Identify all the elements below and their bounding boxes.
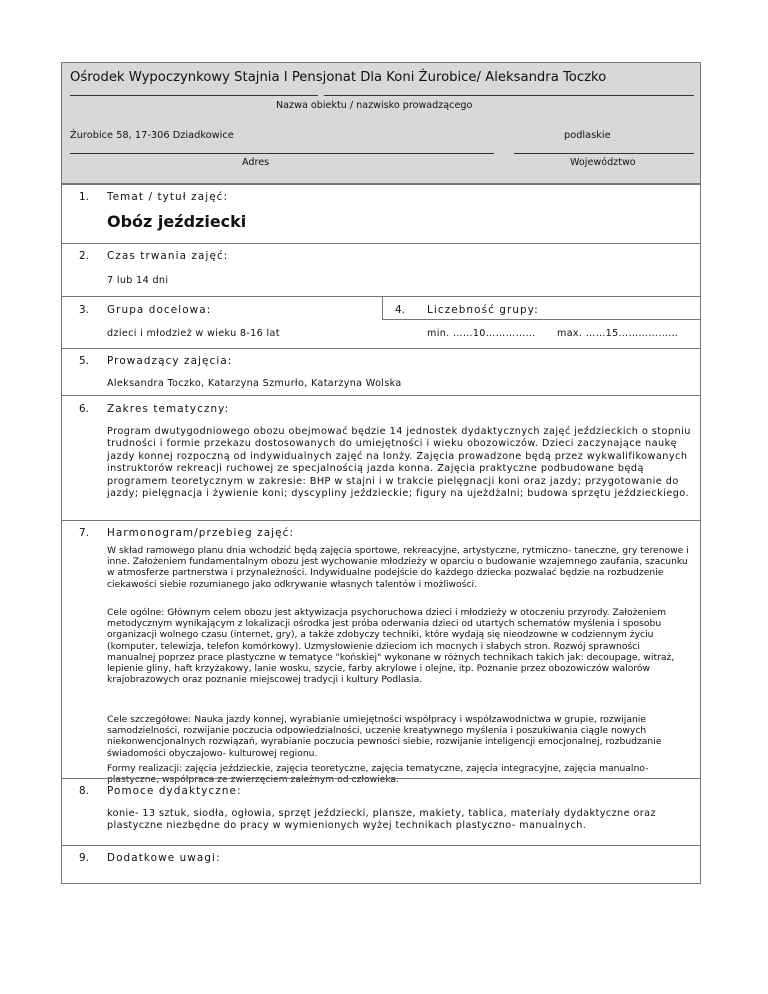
schedule-paragraph-4: Formy realizacji: zajęcia jeździeckie, zajęcia teoretyczne, zajęcia tematyczne, zajęcia integracyjne, zajęcia manualno- plastyczne, współpraca ze zwierzęciem zależnym od człowieka. xyxy=(107,763,649,786)
section-number: 9. xyxy=(79,852,89,864)
section-number: 4. xyxy=(395,304,405,316)
section-number: 3. xyxy=(79,304,89,316)
header-block xyxy=(61,62,701,184)
duration-value: 7 lub 14 dni xyxy=(107,275,169,286)
section-label: Pomoce dydaktyczne: xyxy=(107,785,242,797)
address-line xyxy=(70,153,494,154)
topic-value: Obóz jeździecki xyxy=(107,212,247,231)
section-label: Zakres tematyczny: xyxy=(107,403,230,415)
section-schedule xyxy=(62,520,700,786)
section-scope xyxy=(62,395,700,520)
section-label: Harmonogram/przebieg zajęć: xyxy=(107,527,295,539)
region-caption: Województwo xyxy=(570,157,636,168)
instructors-value: Aleksandra Toczko, Katarzyna Szmurło, Katarzyna Wolska xyxy=(107,378,402,389)
section-instructors xyxy=(62,348,700,395)
group-size-max: max. ……15……………… xyxy=(557,328,679,339)
section-notes xyxy=(62,845,700,884)
section-duration xyxy=(62,243,700,296)
section-teaching-aids xyxy=(62,778,700,845)
schedule-paragraph-1: W skład ramowego planu dnia wchodzić będą zajęcia sportowe, rekreacyjne, artystyczne, rytmiczno- taneczne, gry terenowe i inne. Założeniem fundamentalnym obozu jest wychowanie młodzieży w oparciu o budowanie wzajemnego zaufania, szacunku w atmosferze partnerstwa i przynależności. Indywidualne podejście do każdego dziecka pozwalać będzie na rozbudzenie ciekawości siebie rozumianego jako odkrywanie własnych talentów i możliwości. xyxy=(107,545,689,590)
group-subline xyxy=(382,319,700,320)
section-label: Dodatkowe uwagi: xyxy=(107,852,221,864)
section-topic xyxy=(62,184,700,243)
region-line xyxy=(514,153,694,154)
section-label: Liczebność grupy: xyxy=(427,304,539,316)
section-label: Grupa docelowa: xyxy=(107,304,212,316)
section-number: 1. xyxy=(79,191,89,203)
org-line-left xyxy=(70,95,318,96)
org-line-right xyxy=(324,95,694,96)
address-caption: Adres xyxy=(242,157,270,168)
group-size-min: min. ……10…………… xyxy=(427,328,536,339)
schedule-paragraph-3: Cele szczegółowe: Nauka jazdy konnej, wyrabianie umiejętności współpracy i współzawodnictwa w grupie, rozwijanie samodzielności, rozwijanie poczucia odpowiedzialności, uczenie kreatywnego myślenia i poszukiwania ciągle nowych niekonwencjonalnych rozwiązań, wyrabianie poczucia pewności siebie, rozwijanie inteligencji emocjonalnej, rozbudzanie świadomości obyczajowo- kulturowej regionu. xyxy=(107,714,662,759)
section-number: 2. xyxy=(79,250,89,262)
scope-text: Program dwutygodniowego obozu obejmować będzie 14 jednostek dydaktycznych zajęć jeździeckich o stopniu trudności i formie przekazu dostosowanych do umiejętności i wieku obozowiczów. Dzieci zaczynające naukę jazdy konnej rozpoczną od indywidualnych zajęć na lonży. Zajęcia prowadzone będą przez wykwalifikowanych instruktorów rekreacji ruchowej ze specjalnością jazda konna. Zajęcia praktyczne podbudowane będą programem teoretycznym w zakresie: BHP w stajni i w trakcie pielęgnacji koni oraz jazdy; przygotowanie do jazdy; pielęgnacja i żywienie koni; dyscypliny jeździeckie; figury na ujeżdżalni; budowa sprzętu jeździeckiego. xyxy=(107,426,691,500)
target-group-value: dzieci i młodzież w wieku 8-16 lat xyxy=(107,328,280,339)
org-name: Ośrodek Wypoczynkowy Stajnia I Pensjonat Dla Koni Żurobice/ Aleksandra Toczko xyxy=(70,70,607,85)
section-label: Czas trwania zajęć: xyxy=(107,250,229,262)
section-number: 7. xyxy=(79,527,89,539)
address-value: Żurobice 58, 17-306 Dziadkowice xyxy=(70,130,234,141)
section-label: Temat / tytuł zajęć: xyxy=(107,191,229,203)
section-number: 6. xyxy=(79,403,89,415)
schedule-paragraph-2: Cele ogólne: Głównym celem obozu jest aktywizacja psychoruchowa dzieci i młodzieży w otoczeniu przyrody. Założeniem metodycznym wynikającym z lokalizacji ośrodka jest próba oderwania dzieci od utartych schematów myślenia i sposobu organizacji wolnego czasu (internet, gry), a także zdobyczy techniki, które wydają się nieodzowne w codziennym życiu (komputer, telewizja, telefon komórkowy). Uzmysłowienie dzieciom ich mocnych i słabych stron. Rozwój sprawności manualnej poprzez prace plastyczne w tematyce "końskiej" wykonane w różnych technikach takich jak: decoupage, witraż, lepienie gliny, haft krzyżakowy, lanie wosku, szycie, farby akrylowe i olejne, itp. Poznanie przez obozowiczów walorów krajobrazowych oraz poznanie miejscowej tradycji i kultury Podlasia. xyxy=(107,607,675,686)
section-number: 8. xyxy=(79,785,89,797)
group-divider xyxy=(382,297,383,319)
org-caption: Nazwa obiektu / nazwisko prowadzącego xyxy=(276,100,473,111)
section-number: 5. xyxy=(79,355,89,367)
section-group xyxy=(62,296,700,348)
section-label: Prowadzący zajęcia: xyxy=(107,355,233,367)
region-value: podlaskie xyxy=(564,130,611,141)
program-form xyxy=(61,184,701,884)
teaching-aids-text: konie- 13 sztuk, siodła, ogłowia, sprzęt jeździecki, plansze, makiety, tablica, materiały dydaktyczne oraz plastyczne niezbędne do pracy w wymienionych wyżej technikach plastyczno- manualnych. xyxy=(107,808,656,832)
